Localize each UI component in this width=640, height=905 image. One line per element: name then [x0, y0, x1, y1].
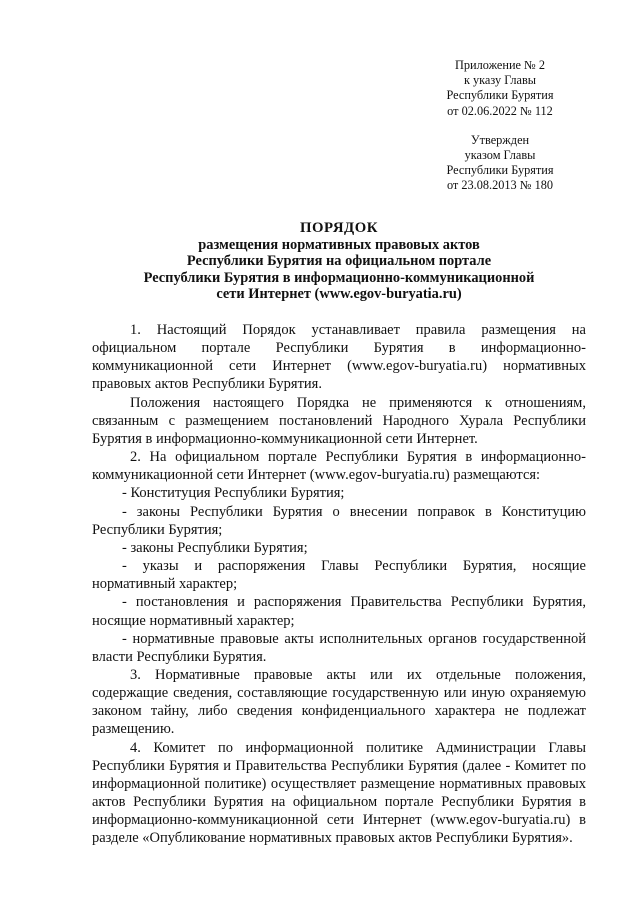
list-item: - нормативные правовые акты исполнительных органов государственной власти Республики Бурятия. [92, 630, 586, 665]
document-title [92, 220, 586, 302]
approved-line: указом Главы [464, 148, 536, 163]
approved-line: Республики Бурятия [446, 163, 554, 178]
spacer [415, 119, 585, 133]
document-body [92, 321, 586, 848]
list-item: - Конституция Республики Бурятия; [122, 485, 345, 502]
paragraph-4: 3. Нормативные правовые акты или их отдельные положения, содержащие сведения, составляющие государственную или иную охраняемую законом тайну, либо сведения конфиденциального характера не подлежат размещению. [92, 666, 586, 738]
paragraph-2: Положения настоящего Порядка не применяются к отношениям, связанным с размещением постановлений Народного Хурала Республики Бурятия в информационно-коммуникационной сети Интернет. [92, 394, 586, 447]
list-item: - законы Республики Бурятия о внесении поправок в Конституцию Республики Бурятия; [92, 503, 586, 538]
list-item: - указы и распоряжения Главы Республики Бурятия, носящие нормативный характер; [92, 558, 586, 593]
paragraph-1: 1. Настоящий Порядок устанавливает правила размещения на официальном портале Республики Бурятия в информационно-коммуникационной сети Интернет (www.egov-buryatia.ru) нормативных правовых актов Республики Бурятия. [92, 322, 586, 393]
title-sub-line: размещения нормативных правовых актов [198, 237, 480, 254]
appendix-line: Приложение № 2 [454, 58, 546, 72]
title-sub-line: Республики Бурятия в информационно-коммуникационной [143, 269, 535, 286]
paragraph-5: 4. Комитет по информационной политике Администрации Главы Республики Бурятия и Правительства Республики Бурятия (далее - Комитет по информационной политике) осуществляет размещение нормативных правовых актов Республики Бурятия на официальном портале Республики Бурятия в информационно-коммуникационной сети Интернет (www.egov-buryatia.ru) в разделе «Опубликование нормативных правовых актов Республики Бурятия». [92, 739, 586, 847]
paragraph-3: 2. На официальном портале Республики Бурятия в информационно-коммуникационной сети Интернет (www.egov-buryatia.ru) размещаются: [92, 449, 586, 484]
approved-line: от 23.08.2013 № 180 [446, 178, 554, 193]
appendix-line: к указу Главы [463, 73, 537, 88]
appendix-line: Республики Бурятия [446, 88, 554, 103]
appendix-header [415, 58, 585, 194]
appendix-line: от 02.06.2022 № 112 [447, 103, 553, 118]
title-sub-line: Республики Бурятия на официальном портале [186, 253, 492, 270]
title-main: ПОРЯДОК [300, 220, 378, 236]
approved-line: Утвержден [470, 132, 530, 147]
list-item: - постановления и распоряжения Правительства Республики Бурятия, носящие нормативный характер; [92, 594, 586, 629]
title-sub-line: сети Интернет (www.egov-buryatia.ru) [216, 285, 462, 302]
list-item: - законы Республики Бурятия; [122, 539, 308, 556]
